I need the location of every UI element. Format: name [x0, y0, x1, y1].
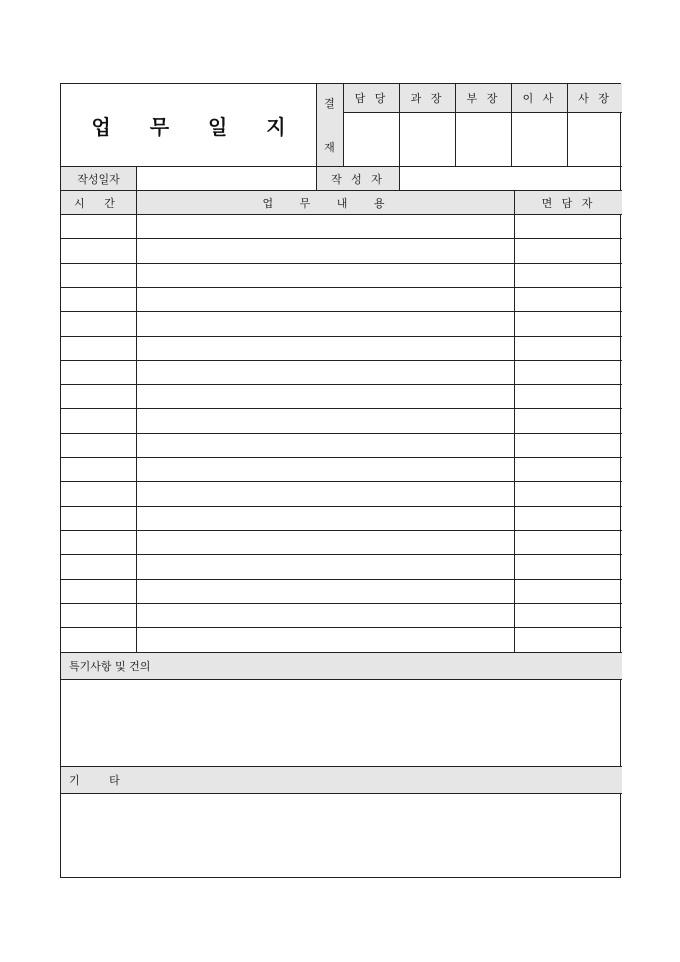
etc-field[interactable]	[61, 794, 622, 877]
content-cell[interactable]	[137, 628, 514, 651]
approval-sign-4[interactable]	[512, 113, 567, 166]
etc-label: 기 타	[61, 767, 622, 793]
time-cell[interactable]	[62, 434, 136, 457]
content-cell[interactable]	[137, 555, 514, 578]
approval-sign-2[interactable]	[400, 113, 455, 166]
content-cell[interactable]	[137, 239, 514, 262]
approval-label-top: 결	[324, 97, 335, 110]
time-cell[interactable]	[62, 555, 136, 578]
content-cell[interactable]	[137, 604, 514, 627]
interviewee-cell[interactable]	[515, 434, 622, 457]
interviewee-cell[interactable]	[515, 507, 622, 530]
content-cell[interactable]	[137, 288, 514, 311]
interviewee-cell[interactable]	[515, 482, 622, 505]
interviewee-cell[interactable]	[515, 580, 622, 603]
interviewee-cell[interactable]	[515, 458, 622, 481]
approval-sign-1[interactable]	[344, 113, 399, 166]
content-cell[interactable]	[137, 312, 514, 335]
interviewee-cell[interactable]	[515, 628, 622, 651]
time-cell[interactable]	[62, 264, 136, 287]
approval-sign-5[interactable]	[568, 113, 622, 166]
header-time: 시 간	[61, 191, 136, 214]
approval-label-box	[316, 84, 343, 166]
time-cell[interactable]	[62, 288, 136, 311]
remarks-label: 특기사항 및 건의	[61, 653, 622, 679]
content-cell[interactable]	[137, 531, 514, 554]
interviewee-cell[interactable]	[515, 337, 622, 360]
interviewee-cell[interactable]	[515, 555, 622, 578]
approval-role-1: 담 당	[344, 84, 399, 112]
remarks-field[interactable]	[61, 680, 622, 766]
approval-role-2: 과 장	[400, 84, 455, 112]
time-cell[interactable]	[62, 337, 136, 360]
content-cell[interactable]	[137, 337, 514, 360]
header-content: 업 무 내 용	[137, 191, 514, 214]
time-cell[interactable]	[62, 361, 136, 384]
content-cell[interactable]	[137, 215, 514, 238]
author-label: 작 성 자	[317, 167, 399, 190]
time-cell[interactable]	[62, 312, 136, 335]
approval-label-bottom: 재	[324, 141, 335, 154]
time-cell[interactable]	[62, 628, 136, 651]
time-cell[interactable]	[62, 507, 136, 530]
time-cell[interactable]	[62, 409, 136, 432]
approval-role-5: 사 장	[568, 84, 622, 112]
time-cell[interactable]	[62, 458, 136, 481]
time-cell[interactable]	[62, 215, 136, 238]
content-cell[interactable]	[137, 264, 514, 287]
interviewee-cell[interactable]	[515, 385, 622, 408]
interviewee-cell[interactable]	[515, 215, 622, 238]
interviewee-cell[interactable]	[515, 312, 622, 335]
interviewee-cell[interactable]	[515, 239, 622, 262]
header-interviewee: 면 담 자	[515, 191, 622, 214]
interviewee-cell[interactable]	[515, 361, 622, 384]
time-cell[interactable]	[62, 482, 136, 505]
time-cell[interactable]	[62, 604, 136, 627]
interviewee-cell[interactable]	[515, 288, 622, 311]
interviewee-cell[interactable]	[515, 604, 622, 627]
date-field[interactable]	[137, 167, 316, 190]
interviewee-cell[interactable]	[515, 264, 622, 287]
work-log-form	[60, 83, 621, 878]
content-cell[interactable]	[137, 482, 514, 505]
time-cell[interactable]	[62, 385, 136, 408]
content-cell[interactable]	[137, 409, 514, 432]
time-cell[interactable]	[62, 531, 136, 554]
content-cell[interactable]	[137, 507, 514, 530]
time-cell[interactable]	[62, 239, 136, 262]
interviewee-cell[interactable]	[515, 409, 622, 432]
time-cell[interactable]	[62, 580, 136, 603]
date-label: 작성일자	[61, 167, 136, 190]
page-title: 업 무 일 지	[91, 114, 302, 139]
approval-role-4: 이 사	[512, 84, 567, 112]
approval-sign-3[interactable]	[456, 113, 511, 166]
approval-role-3: 부 장	[456, 84, 511, 112]
author-field[interactable]	[400, 167, 622, 190]
content-cell[interactable]	[137, 580, 514, 603]
content-cell[interactable]	[137, 434, 514, 457]
interviewee-cell[interactable]	[515, 531, 622, 554]
content-cell[interactable]	[137, 458, 514, 481]
content-cell[interactable]	[137, 385, 514, 408]
content-cell[interactable]	[137, 361, 514, 384]
